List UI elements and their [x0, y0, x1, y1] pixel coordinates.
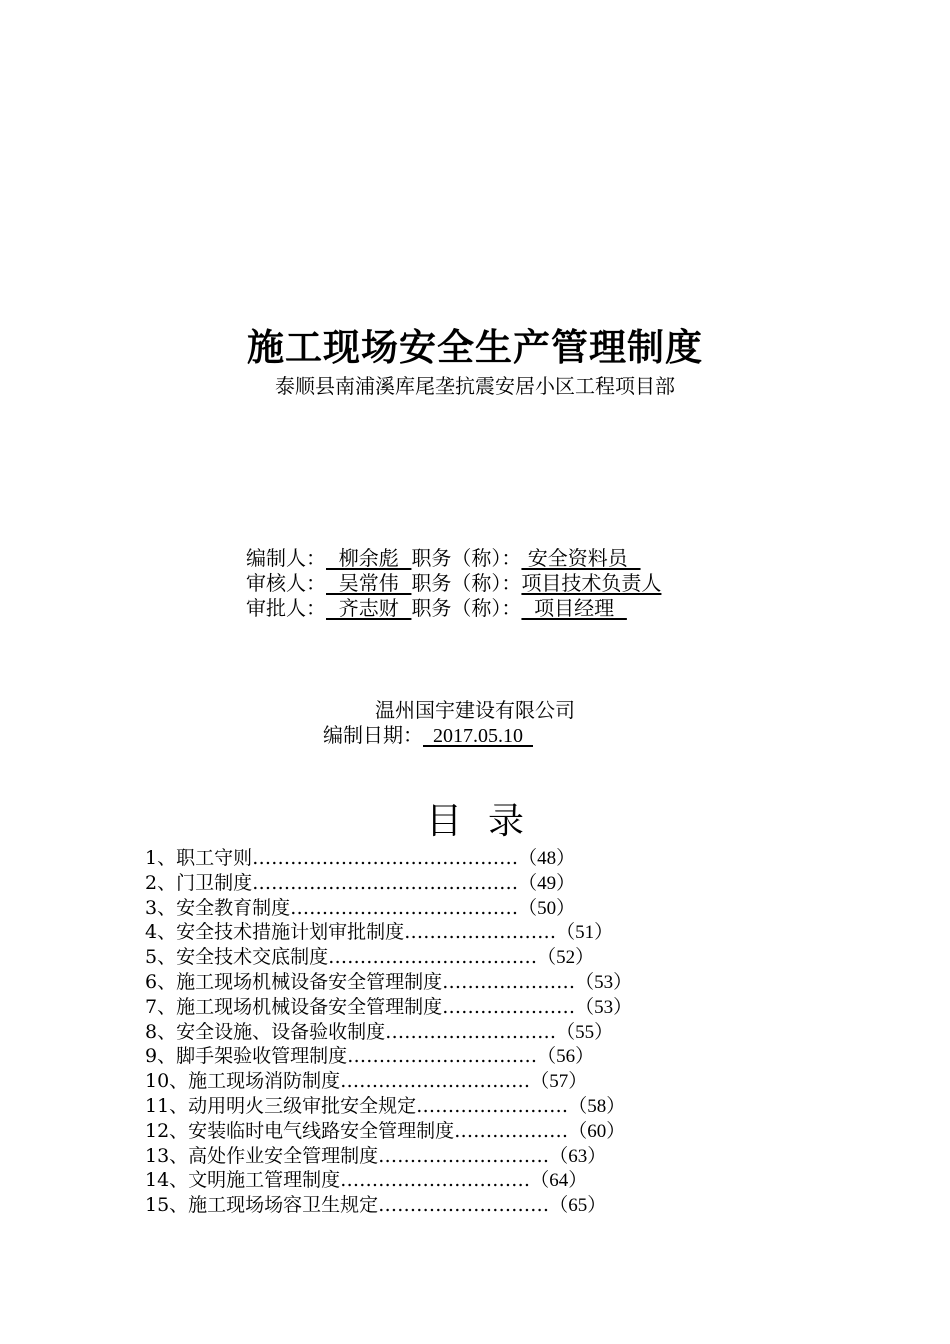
toc-item-text: 15、施工现场场容卫生规定……………………… — [145, 1194, 550, 1217]
toc-item-text: 2、门卫制度…………………………………… — [145, 871, 519, 894]
toc-item[interactable] — [145, 1168, 632, 1193]
signer-name: 吴常伟 — [326, 571, 412, 595]
toc-item-text: 6、施工现场机械设备安全管理制度………………… — [145, 970, 576, 993]
toc-item-page: （51） — [556, 922, 614, 944]
toc-item-text: 14、文明施工管理制度………………………… — [145, 1169, 531, 1192]
toc-item[interactable] — [145, 995, 632, 1020]
toc-item-page: （58） — [568, 1095, 626, 1117]
toc-item-page: （50） — [518, 897, 576, 919]
toc-item-page: （48） — [518, 848, 576, 869]
toc-item-text: 11、动用明火三级审批安全规定…………………… — [145, 1094, 569, 1117]
toc-item-text: 4、安全技术措施计划审批制度…………………… — [145, 921, 557, 944]
document-subtitle: 泰顺县南浦溪库尾垄抗震安居小区工程项目部 — [275, 374, 675, 398]
toc-item-text: 3、安全教育制度……………………………… — [145, 896, 519, 919]
toc-item[interactable] — [145, 1119, 632, 1144]
toc-item-text: 9、脚手架验收管理制度………………………… — [145, 1045, 538, 1068]
toc-item[interactable] — [145, 970, 632, 995]
signer-position: 项目技术负责人 — [521, 571, 662, 595]
toc-item[interactable] — [145, 896, 632, 921]
toc-item[interactable] — [145, 945, 632, 970]
toc-item-text: 12、安装临时电气线路安全管理制度……………… — [145, 1119, 569, 1142]
signer-position: 安全资料员 — [521, 546, 641, 570]
signer-position-label: 职务（称）： — [411, 596, 522, 620]
toc-item-page: （57） — [530, 1071, 588, 1093]
signer-position-label: 职务（称）： — [411, 546, 522, 570]
date-value: 2017.05.10 — [423, 725, 533, 747]
toc-item[interactable] — [145, 871, 632, 896]
toc-item[interactable] — [145, 1094, 632, 1119]
signer-position-label: 职务（称）： — [411, 571, 522, 595]
toc-item-page: （60） — [568, 1120, 626, 1142]
signer-position: 项目经理 — [521, 596, 627, 620]
toc-item[interactable] — [145, 920, 632, 945]
toc-item[interactable] — [145, 1044, 632, 1069]
toc-item-page: （65） — [549, 1195, 607, 1217]
toc-item[interactable] — [145, 1193, 632, 1218]
toc-item-text: 8、安全设施、设备验收制度……………………… — [145, 1020, 557, 1043]
toc-heading: 目录 — [425, 801, 550, 842]
toc-item-text: 1、职工守则…………………………………… — [145, 847, 519, 869]
signer-role-label: 编制人： — [246, 546, 326, 570]
signers-block — [246, 546, 661, 621]
company-name: 温州国宇建设有限公司 — [375, 698, 575, 722]
signer-row-approver — [246, 596, 661, 621]
toc-item-text: 5、安全技术交底制度…………………………… — [145, 946, 538, 969]
compile-date — [323, 721, 533, 750]
toc-item[interactable] — [145, 1144, 632, 1169]
signer-role-label: 审核人： — [246, 571, 326, 595]
toc-item-page: （52） — [537, 947, 595, 969]
date-label: 编制日期： — [323, 723, 423, 747]
signer-row-compiler — [246, 546, 661, 571]
toc-item-page: （55） — [556, 1021, 614, 1043]
toc-item-page: （63） — [549, 1145, 607, 1167]
toc-item[interactable] — [145, 1020, 632, 1045]
document-title: 施工现场安全生产管理制度 — [247, 326, 703, 369]
toc-item-text: 13、高处作业安全管理制度……………………… — [145, 1144, 550, 1167]
toc-item-page: （64） — [530, 1170, 588, 1192]
signer-name: 柳余彪 — [326, 546, 412, 570]
toc-item-page: （53） — [575, 996, 633, 1018]
toc-item-page: （53） — [575, 971, 633, 993]
signer-role-label: 审批人： — [246, 596, 326, 620]
signer-name: 齐志财 — [326, 596, 412, 620]
toc-item[interactable] — [145, 1069, 632, 1094]
signer-row-reviewer — [246, 571, 661, 596]
toc-item-page: （49） — [518, 872, 576, 894]
toc-item-text: 10、施工现场消防制度………………………… — [145, 1070, 531, 1093]
toc-item-text: 7、施工现场机械设备安全管理制度………………… — [145, 995, 576, 1018]
table-of-contents — [145, 846, 632, 1218]
toc-item[interactable] — [145, 846, 632, 871]
toc-item-page: （56） — [537, 1046, 595, 1068]
